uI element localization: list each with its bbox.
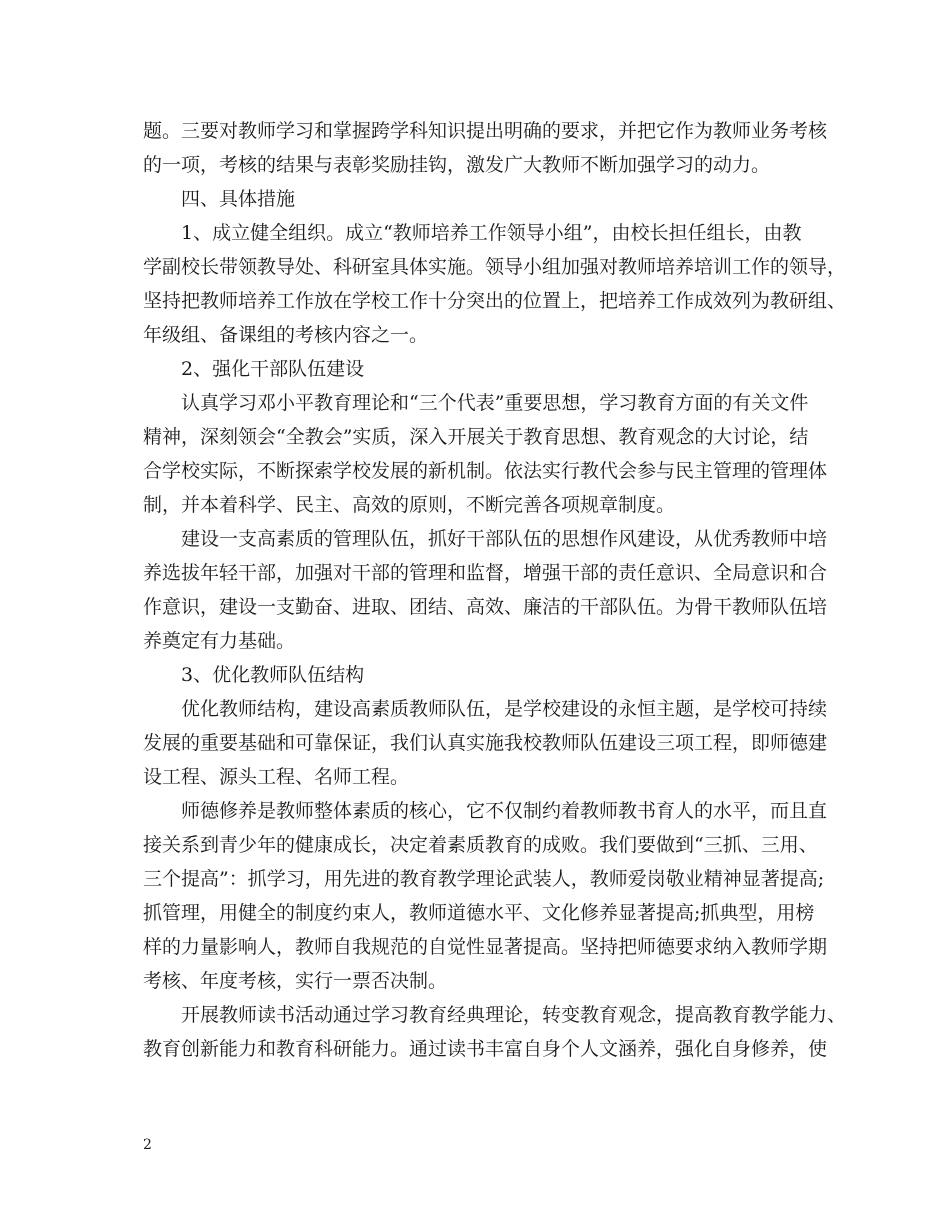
text-line: 三个提高”：抓学习，用先进的教育教学理论武装人，教师爱岗敬业精神显著提高; [143, 868, 825, 890]
text-line: 教育创新能力和教育科研能力。通过读书丰富自身个人文涵养，强化自身修养，使 [143, 1038, 828, 1060]
text-line: 合学校实际，不断探索学校发展的新机制。依法实行教代会参与民主管理的管理体 [143, 460, 828, 482]
text-line: 作意识，建设一支勤奋、进取、团结、高效、廉洁的干部队伍。为骨干教师队伍培 [143, 596, 828, 618]
text-line: 的一项，考核的结果与表彰奖励挂钩，激发广大教师不断加强学习的动力。 [143, 154, 771, 176]
text-line: 考核、年度考核，实行一票否决制。 [143, 970, 448, 992]
text-line: 抓管理，用健全的制度约束人，教师道德水平、文化修养显著提高;抓典型，用榜 [143, 902, 815, 924]
text-line: 精神，深刻领会“全教会”实质，深入开展关于教育思想、教育观念的大讨论，结 [143, 426, 809, 448]
page-number: 2 [143, 1137, 152, 1153]
text-line: 3、优化教师队伍结构 [181, 664, 365, 686]
text-line: 优化教师结构，建设高素质教师队伍，是学校建设的永恒主题，是学校可持续 [181, 698, 828, 720]
text-line: 坚持把教师培养工作放在学校工作十分突出的位置上，把培养工作成效列为教研组、 [143, 290, 847, 312]
text-line: 1、成立健全组织。成立“教师培养工作领导小组”，由校长担任组长，由教 [181, 222, 802, 244]
document-body [143, 114, 847, 1066]
text-line: 设工程、源头工程、名师工程。 [143, 766, 410, 788]
text-line: 题。三要对教师学习和掌握跨学科知识提出明确的要求，并把它作为教师业务考核 [143, 120, 828, 142]
text-line: 接关系到青少年的健康成长，决定着素质教育的成败。我们要做到“三抓、三用、 [143, 834, 818, 856]
text-line: 样的力量影响人，教师自我规范的自觉性显著提高。坚持把师德要求纳入教师学期 [143, 936, 828, 958]
text-line: 制，并本着科学、民主、高效的原则，不断完善各项规章制度。 [143, 494, 676, 516]
text-line: 2、强化干部队伍建设 [181, 358, 365, 380]
text-line: 养奠定有力基础。 [143, 630, 296, 652]
text-line: 四、具体措施 [181, 188, 296, 210]
text-line: 年级组、备课组的考核内容之一。 [143, 324, 429, 346]
text-line: 发展的重要基础和可靠保证，我们认真实施我校教师队伍建设三项工程，即师德建 [143, 732, 828, 754]
text-line: 开展教师读书活动通过学习教育经典理论，转变教育观念，提高教育教学能力、 [181, 1004, 847, 1026]
text-line: 学副校长带领教导处、科研室具体实施。领导小组加强对教师培养培训工作的领导， [143, 256, 847, 278]
text-line: 建设一支高素质的管理队伍，抓好干部队伍的思想作风建设，从优秀教师中培 [181, 528, 828, 550]
text-line: 养选拔年轻干部，加强对干部的管理和监督，增强干部的责任意识、全局意识和合 [143, 562, 828, 584]
text-line: 师德修养是教师整体素质的核心，它不仅制约着教师教书育人的水平，而且直 [181, 800, 828, 822]
text-line: 认真学习邓小平教育理论和“三个代表”重要思想，学习教育方面的有关文件 [181, 392, 809, 414]
